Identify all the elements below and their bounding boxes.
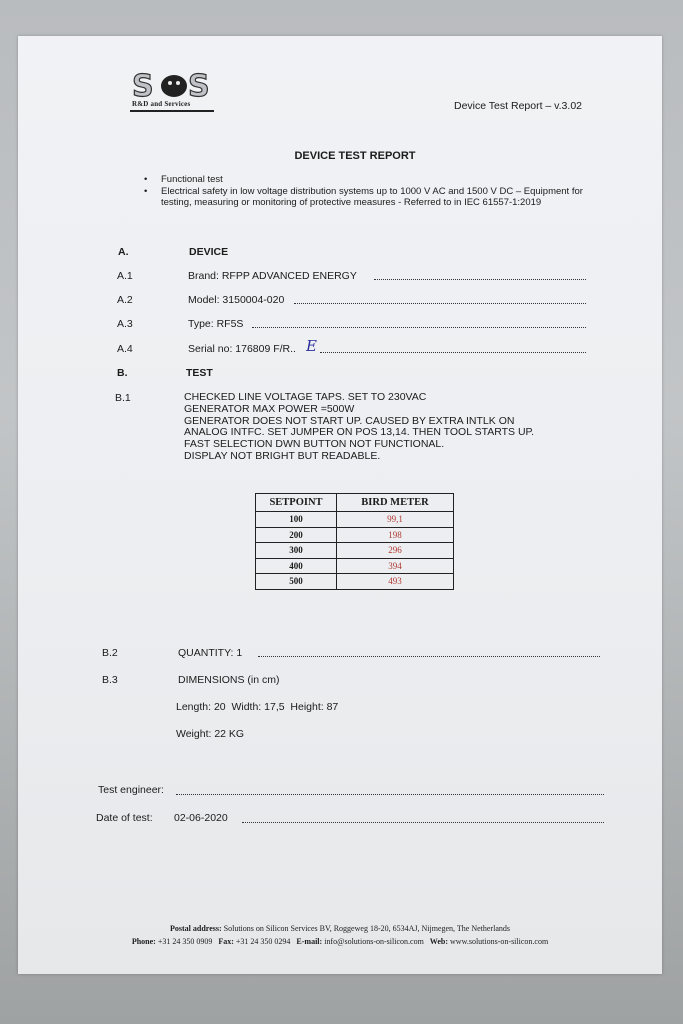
item-a4-code: A.4 <box>117 343 133 355</box>
dotted-line <box>294 303 586 304</box>
dotted-line <box>258 656 600 657</box>
table-row <box>256 558 454 574</box>
weight-value: Weight: 22 KG <box>176 728 245 740</box>
item-a3-code: A.3 <box>117 318 133 330</box>
item-a1-brand: Brand: RFPP ADVANCED ENERGY <box>188 270 357 282</box>
dotted-line <box>320 352 586 353</box>
item-a2-model: Model: 3150004-020 <box>188 294 285 306</box>
dotted-line <box>374 279 586 280</box>
bird-meter-cell: 394 <box>337 558 454 574</box>
test-note-line: CHECKED LINE VOLTAGE TAPS. SET TO 230VAC <box>184 391 427 403</box>
test-notes <box>184 392 604 463</box>
item-b1-code: B.1 <box>115 392 131 404</box>
dimensions-values: Length: 20 Width: 17,5 Height: 87 <box>176 701 339 713</box>
date-of-test-value: 02-06-2020 <box>174 812 228 824</box>
table-row <box>256 543 454 559</box>
bird-meter-table <box>255 493 454 590</box>
test-note-line: GENERATOR DOES NOT START UP. CAUSED BY EXTRA INTLK ON <box>184 414 515 427</box>
bird-meter-cell: 296 <box>337 543 454 559</box>
dotted-line <box>242 822 604 823</box>
date-of-test-label: Date of test: <box>96 812 153 824</box>
setpoint-cell: 100 <box>256 512 337 528</box>
table-row <box>256 574 454 590</box>
section-a-code: A. <box>118 246 129 258</box>
footer-contact <box>18 937 662 946</box>
bird-meter-cell: 493 <box>337 574 454 590</box>
section-b-label: TEST <box>186 367 213 379</box>
signature-line <box>176 794 604 795</box>
item-b2-code: B.2 <box>102 647 118 659</box>
table-row <box>256 527 454 543</box>
item-b3-dimensions: DIMENSIONS (in cm) <box>178 674 280 686</box>
test-note-line: FAST SELECTION DWN BUTTON NOT FUNCTIONAL. <box>184 438 445 451</box>
item-a1-code: A.1 <box>117 270 133 282</box>
bullet-item: • Functional test <box>144 174 590 186</box>
test-engineer-label: Test engineer: <box>98 784 164 796</box>
test-note-line: DISPLAY NOT BRIGHT BUT READABLE. <box>184 449 381 462</box>
header-setpoint: SETPOINT <box>256 494 337 512</box>
item-a4-serial: Serial no: 176809 F/R.. <box>188 343 296 355</box>
table-header-row <box>256 494 454 512</box>
phone-value: +31 24 350 0909 <box>157 937 213 946</box>
email-label: E-mail: <box>296 937 323 946</box>
fax-value: +31 24 350 0294 <box>235 937 291 946</box>
logo-underline <box>130 110 214 112</box>
bird-meter-cell: 99,1 <box>337 512 454 528</box>
item-a3-type: Type: RF5S <box>188 318 244 330</box>
item-a2-code: A.2 <box>117 294 133 306</box>
test-note-line: GENERATOR MAX POWER =500W <box>184 402 355 415</box>
postal-label: Postal address: <box>170 924 222 933</box>
item-b2-quantity: QUANTITY: 1 <box>178 647 243 659</box>
setpoint-cell: 400 <box>256 558 337 574</box>
phone-label: Phone: <box>131 937 156 946</box>
setpoint-cell: 300 <box>256 543 337 559</box>
report-page <box>18 36 662 974</box>
test-note-line: ANALOG INTFC. SET JUMPER ON POS 13,14. THEN TOOL STARTS UP. <box>184 426 535 439</box>
section-b-code: B. <box>117 367 128 379</box>
report-version: Device Test Report – v.3.02 <box>453 100 582 112</box>
svg-text:S: S <box>188 70 210 104</box>
bullet-item: • Electrical safety in low voltage distribution systems up to 1000 V AC and 1500 V DC – Equipment for testing, measuring or monitoring of protective measures - Referred to in IEC 61557-1:2019 <box>144 186 590 209</box>
report-title: DEVICE TEST REPORT <box>294 150 416 162</box>
web-value: www.solutions-on-silicon.com <box>450 937 549 946</box>
postal-value: Solutions on Silicon Services BV, Roggeweg 18-20, 6534AJ, Nijmegen, The Netherlands <box>223 924 510 933</box>
table-row <box>256 512 454 528</box>
footer-postal <box>18 924 662 933</box>
web-label: Web: <box>429 937 449 946</box>
header-bird-meter: BIRD METER <box>337 494 454 512</box>
bird-meter-cell: 198 <box>337 527 454 543</box>
setpoint-cell: 200 <box>256 527 337 543</box>
item-b3-code: B.3 <box>102 674 118 686</box>
svg-text:S: S <box>132 70 154 104</box>
logo-text: R&D and Services <box>132 100 191 108</box>
fax-label: Fax: <box>218 937 234 946</box>
test-scope-list <box>144 174 590 209</box>
email-value: info@solutions-on-silicon.com <box>324 937 424 946</box>
section-a-label: DEVICE <box>189 246 229 258</box>
handwritten-revision: E <box>306 337 317 355</box>
dotted-line <box>252 327 586 328</box>
setpoint-cell: 500 <box>256 574 337 590</box>
